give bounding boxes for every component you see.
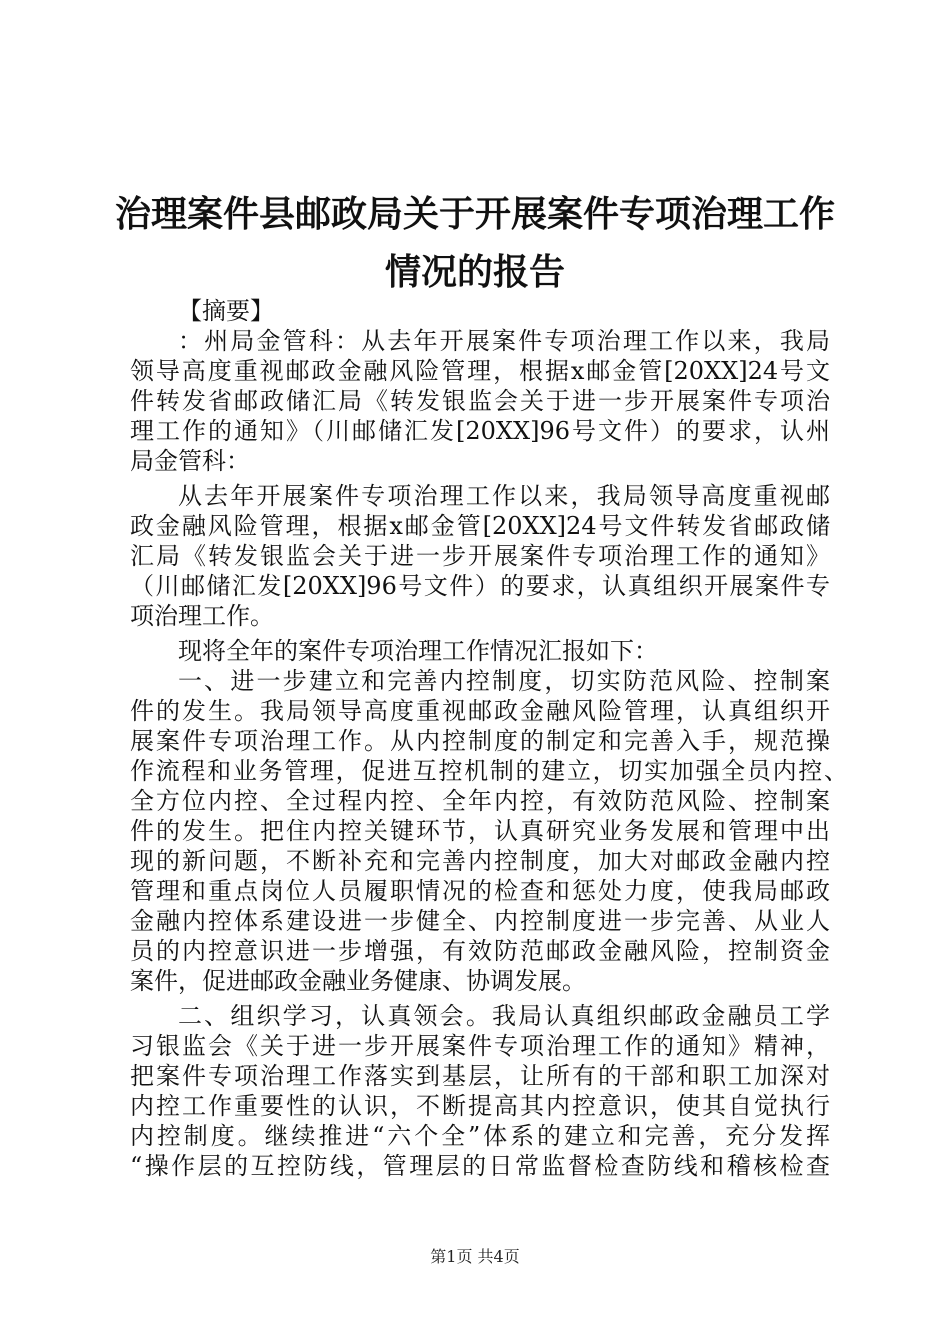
text-line: 政金融风险管理，根据x邮金管[20XX]24号文件转发省邮政储 xyxy=(130,512,830,540)
text-line: 内控工作重要性的认识，不断提高其内控意识，使其自觉执行 xyxy=(130,1092,830,1120)
text-line: 汇局《转发银监会关于进一步开展案件专项治理工作的通知》 xyxy=(130,542,830,570)
text-line: 全方位内控、全过程内控、全年内控，有效防范风险、控制案 xyxy=(130,787,830,815)
document-title-line-2: 情况的报告 xyxy=(384,251,565,293)
text-line: 作流程和业务管理，促进互控机制的建立，切实加强全员内控、 xyxy=(130,757,848,785)
text-line: 件的发生。我局领导高度重视邮政金融风险管理，认真组织开 xyxy=(130,697,830,725)
text-line: 理工作的通知》（川邮储汇发[20XX]96号文件）的要求，认州 xyxy=(130,417,830,445)
text-line: 从去年开展案件专项治理工作以来，我局领导高度重视邮 xyxy=(178,482,830,510)
text-line: “操作层的互控防线，管理层的日常监督检查防线和稽核检查 xyxy=(130,1152,830,1180)
text-line: 领导高度重视邮政金融风险管理，根据x邮金管[20XX]24号文 xyxy=(130,357,830,385)
text-line: 件的发生。把住内控关键环节，认真研究业务发展和管理中出 xyxy=(130,817,830,845)
text-line: 展案件专项治理工作。从内控制度的制定和完善入手，规范操 xyxy=(130,727,830,755)
document-title-line-1: 治理案件县邮政局关于开展案件专项治理工作 xyxy=(114,193,835,235)
text-line: ：州局金管科：从去年开展案件专项治理工作以来，我局 xyxy=(178,327,830,355)
text-line: 件转发省邮政储汇局《转发银监会关于进一步开展案件专项治 xyxy=(130,387,830,415)
text-line: 局金管科： xyxy=(130,447,250,475)
text-line: 现的新问题，不断补充和完善内控制度，加大对邮政金融内控 xyxy=(130,847,830,875)
text-line: 内控制度。继续推进“六个全”体系的建立和完善，充分发挥 xyxy=(130,1122,830,1150)
text-line: 把案件专项治理工作落实到基层，让所有的干部和职工加深对 xyxy=(130,1062,830,1090)
page-number-footer: 第1页 共4页 xyxy=(430,1247,520,1266)
text-line: 习银监会《关于进一步开展案件专项治理工作的通知》精神， xyxy=(130,1032,830,1060)
abstract-heading: 【摘要】 xyxy=(178,297,274,325)
text-line: 二、组织学习，认真领会。我局认真组织邮政金融员工学 xyxy=(178,1002,830,1030)
text-line: （川邮储汇发[20XX]96号文件）的要求，认真组织开展案件专 xyxy=(130,572,830,600)
text-line: 管理和重点岗位人员履职情况的检查和惩处力度，使我局邮政 xyxy=(130,877,830,905)
text-line: 金融内控体系建设进一步健全、内控制度进一步完善、从业人 xyxy=(130,907,830,935)
text-line: 案件，促进邮政金融业务健康、协调发展。 xyxy=(130,967,586,995)
text-line: 一、进一步建立和完善内控制度，切实防范风险、控制案 xyxy=(178,667,830,695)
text-line: 员的内控意识进一步增强，有效防范邮政金融风险，控制资金 xyxy=(130,937,830,965)
text-line: 项治理工作。 xyxy=(130,602,274,630)
text-line: 现将全年的案件专项治理工作情况汇报如下： xyxy=(178,637,658,665)
